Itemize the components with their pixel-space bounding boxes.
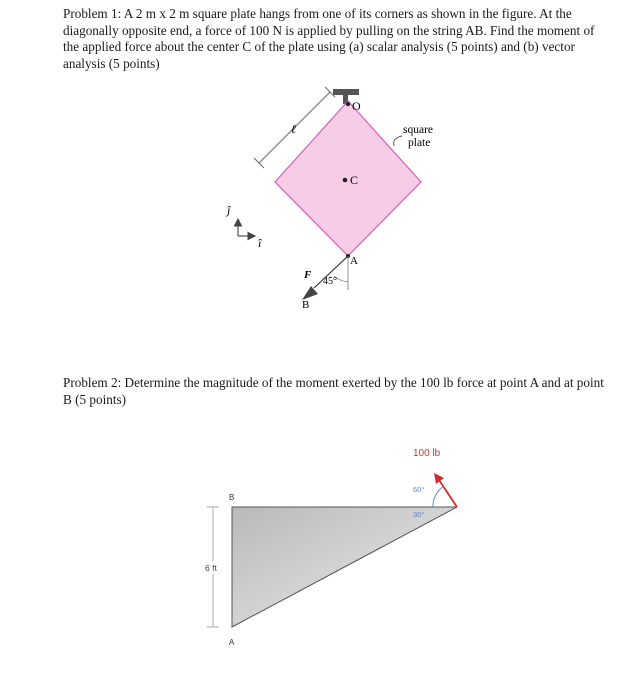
figure-2 bbox=[202, 448, 457, 647]
point-b-label: B bbox=[229, 493, 235, 502]
plate-label-pointer bbox=[394, 136, 402, 146]
length-label: ℓ bbox=[291, 122, 296, 136]
force-vector-100lb bbox=[439, 480, 457, 507]
angle-label-30: 30° bbox=[413, 510, 425, 519]
height-label: 6 ft bbox=[205, 563, 217, 573]
angle-arc-60 bbox=[433, 486, 444, 507]
angle-label-60: 60° bbox=[413, 485, 425, 494]
point-a-label: A bbox=[229, 638, 235, 647]
center-point-c bbox=[343, 178, 348, 183]
plate-label-line-1: square bbox=[403, 124, 434, 136]
force-arrow-head bbox=[434, 473, 444, 484]
point-a-label: A bbox=[350, 255, 358, 267]
center-label: C bbox=[350, 173, 359, 187]
j-axis-label: ĵ bbox=[227, 203, 231, 217]
plate-label-line-2: plate bbox=[408, 137, 431, 149]
force-label: 100 lb bbox=[413, 448, 441, 459]
pivot-label: O bbox=[352, 99, 361, 113]
point-b-label: B bbox=[302, 299, 310, 311]
problem-2-statement: Problem 2: Determine the magnitude of the moment exerted by the 100 lb force at point A and at point B (5 points) bbox=[63, 375, 604, 407]
pivot-point-o bbox=[346, 102, 350, 106]
force-label: F⃗ bbox=[304, 269, 320, 281]
i-axis-label: î bbox=[258, 236, 262, 250]
problem-1-statement: Problem 1: A 2 m x 2 m square plate hangs from one of its corners as shown in the figure. At the diagonally opposite end, a force of 100 N is applied by pulling on the string AB. Find the moment of the applied force about the center C of the plate using (a) scalar analysis (5 points) and (b) vector analysis (5 points) bbox=[63, 6, 595, 71]
figure-1 bbox=[225, 87, 433, 311]
angle-label-45: 45° bbox=[323, 276, 337, 287]
force-arrow-head bbox=[302, 286, 318, 300]
square-plate bbox=[275, 101, 421, 256]
ceiling-support bbox=[333, 89, 359, 95]
triangular-plate bbox=[232, 507, 457, 627]
